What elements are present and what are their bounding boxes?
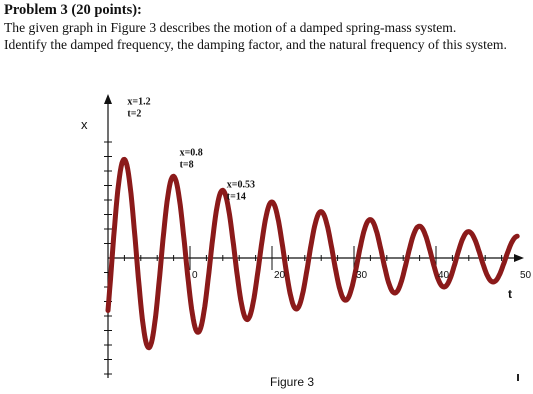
curve-layer xyxy=(108,159,517,347)
problem-title: Problem 3 (20 points): xyxy=(4,2,142,18)
figure-caption: Figure 3 xyxy=(269,375,315,389)
stray-mark xyxy=(517,374,519,381)
annotation-t-value: t=14 xyxy=(226,191,246,203)
x-tick-label: 0 xyxy=(192,270,198,281)
x-tick-label: 30 xyxy=(356,270,368,281)
problem-line-2: Identify the damped frequency, the damping factor, and the natural frequency of this system. xyxy=(4,37,507,52)
x-tick-label: 20 xyxy=(274,270,286,281)
x-tick-label: 40 xyxy=(438,270,450,281)
x-axis-label: t xyxy=(508,287,512,301)
y-axis-arrowhead xyxy=(104,94,112,104)
annotation-x-value: x=1.2 xyxy=(127,96,151,108)
y-axis-label: x xyxy=(81,117,88,132)
annotation-t-value: t=8 xyxy=(179,159,194,171)
x-tick-label: 50 xyxy=(520,270,532,281)
annotation-t-value: t=2 xyxy=(127,108,142,120)
damped-oscillation-line xyxy=(108,159,517,347)
annotation-x-value: x=0.53 xyxy=(226,179,256,191)
problem-line-1: The given graph in Figure 3 describes the motion of a damped spring-mass system. xyxy=(4,20,457,35)
annotation-x-value: x=0.8 xyxy=(179,147,203,159)
x-axis-arrowhead xyxy=(514,254,524,262)
